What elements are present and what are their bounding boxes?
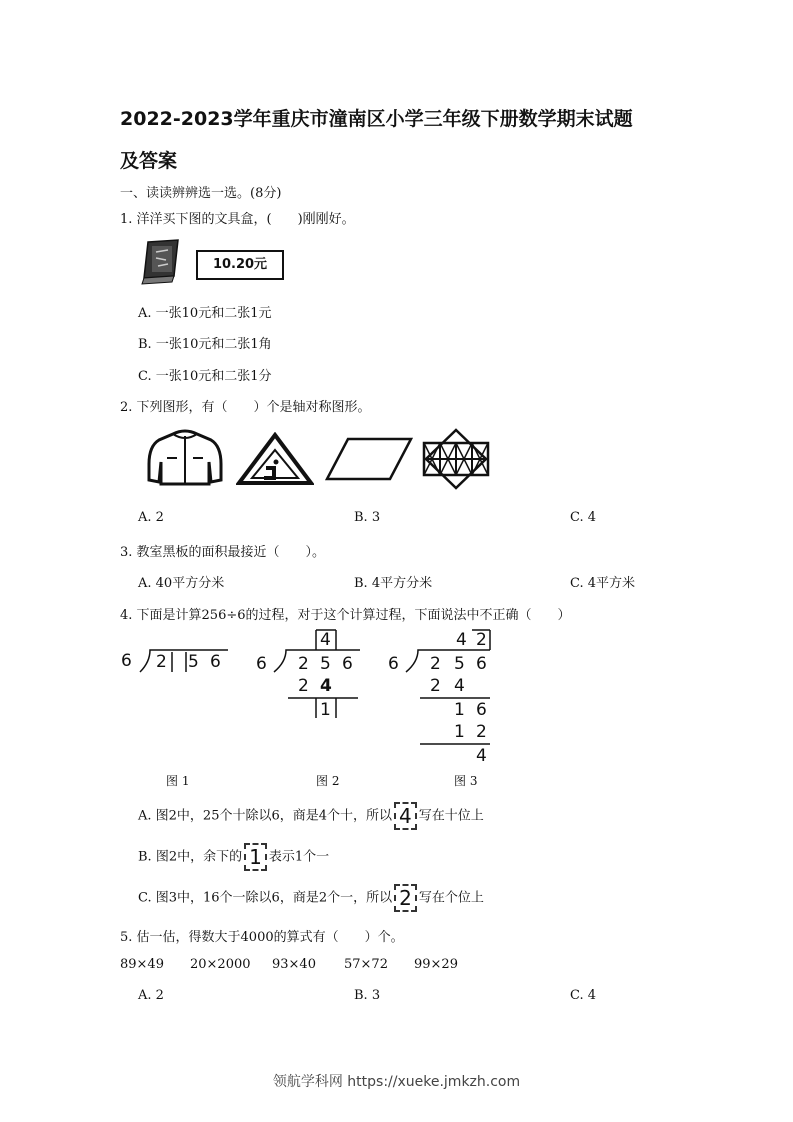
question-5-stem: 5. 估一估，得数大于4000的算式有（ ）个。: [120, 930, 404, 945]
price-tag: 10.20元: [196, 250, 284, 280]
division-figure-2: [252, 628, 362, 722]
q5-option-a: A. 2: [138, 988, 164, 1003]
fig1-divisor: 6: [121, 651, 132, 671]
fig2-label: 图 2: [316, 774, 340, 788]
q4-option-c-box: 2: [394, 884, 417, 912]
fig3-digit-1: 2: [430, 654, 441, 674]
q4-option-a-box: 4: [394, 802, 417, 830]
fig3-prod2-2: 2: [476, 722, 487, 742]
q5-expr-5: 99×29: [414, 957, 458, 972]
fig2-product-1: 2: [298, 676, 309, 696]
q5-expr-3: 93×40: [272, 957, 316, 972]
jacket-icon: [145, 428, 225, 488]
q2-option-b: B. 3: [354, 510, 381, 525]
fig3-sub-1: 1: [454, 700, 465, 720]
q1-option-c: C. 一张10元和二张1分: [138, 369, 272, 384]
q5-option-c: C. 4: [570, 988, 597, 1003]
q4-option-c: [138, 884, 484, 912]
fig2-lines: [252, 628, 362, 722]
fig3-digit-2: 5: [454, 654, 465, 674]
question-1-stem: 1. 洋洋买下图的文具盒，( )刚刚好。: [120, 212, 355, 227]
question-4-stem: 4. 下面是计算256÷6的过程，对于这个计算过程，下面说法中不正确（ ）: [120, 608, 571, 623]
fig3-product-1: 2: [430, 676, 441, 696]
q3-option-b: B. 4平方分米: [354, 576, 433, 591]
division-figure-3: [384, 628, 494, 764]
fig1-digit-3: 6: [210, 652, 221, 672]
q5-expr-1: 89×49: [120, 957, 164, 972]
fig3-quotient-tens: 4: [456, 630, 467, 650]
q2-option-a: A. 2: [138, 510, 164, 525]
division-figure-1: [118, 646, 228, 676]
fig2-product-2: 4: [320, 676, 332, 696]
q4-option-a-text: A. 图2中，25个十除以6，商是4个十，所以: [138, 808, 393, 824]
q4-option-a-suffix: 写在十位上: [418, 808, 484, 824]
q1-option-a: A. 一张10元和二张1元: [138, 306, 272, 321]
fig3-digit-3: 6: [476, 654, 487, 674]
fig1-label: 图 1: [166, 774, 190, 788]
q4-option-b-box: 1: [244, 843, 267, 871]
page-title-line1: 2022-2023学年重庆市潼南区小学三年级下册数学期末试题: [120, 108, 633, 130]
triangle-sign-icon: [236, 432, 314, 486]
pencil-box-icon: [138, 238, 184, 286]
diamond-grid-pattern: [420, 428, 492, 490]
fig2-quotient: 4: [320, 630, 331, 650]
section-heading: 一、读读辨辨选一选。(8分): [120, 186, 282, 201]
q4-option-b: [138, 843, 329, 871]
q3-option-c: C. 4平方米: [570, 576, 636, 591]
q5-expr-4: 57×72: [344, 957, 388, 972]
fig3-label: 图 3: [454, 774, 478, 788]
q1-option-b: B. 一张10元和二张1角: [138, 337, 272, 352]
q4-option-c-suffix: 写在个位上: [418, 890, 484, 906]
fig2-digit-3: 6: [342, 654, 353, 674]
q4-option-b-text: B. 图2中，余下的: [138, 849, 243, 865]
fig2-divisor: 6: [256, 654, 267, 674]
page-title-line2: 及答案: [120, 150, 178, 172]
fig3-prod2-1: 1: [454, 722, 465, 742]
parallelogram-shape: [324, 436, 414, 482]
fig2-digit-1: 2: [298, 654, 309, 674]
q4-option-c-text: C. 图3中，16个一除以6，商是2个一，所以: [138, 890, 393, 906]
fig2-remainder: 1: [320, 700, 331, 720]
q5-expr-2: 20×2000: [190, 957, 251, 972]
fig2-digit-2: 5: [320, 654, 331, 674]
question-2-stem: 2. 下列图形，有（ ）个是轴对称图形。: [120, 400, 371, 415]
fig3-remainder: 4: [476, 746, 487, 766]
q4-option-a: [138, 802, 484, 830]
q4-option-b-suffix: 表示1个一: [268, 849, 330, 865]
q5-option-b: B. 3: [354, 988, 381, 1003]
fig3-product-2: 4: [454, 676, 465, 696]
q2-option-c: C. 4: [570, 510, 597, 525]
fig3-sub-2: 6: [476, 700, 487, 720]
fig3-lines: [384, 628, 494, 764]
fig1-digit-1: 2: [156, 652, 167, 672]
footer-watermark: 领航学科网 https://xueke.jmkzh.com: [272, 1074, 521, 1090]
fig3-divisor: 6: [388, 654, 399, 674]
question-3-stem: 3. 教室黑板的面积最接近（ ）。: [120, 545, 326, 560]
q3-option-a: A. 40平方分米: [138, 576, 225, 591]
fig3-quotient-ones: 2: [476, 630, 487, 650]
fig1-digit-2: 5: [188, 652, 199, 672]
